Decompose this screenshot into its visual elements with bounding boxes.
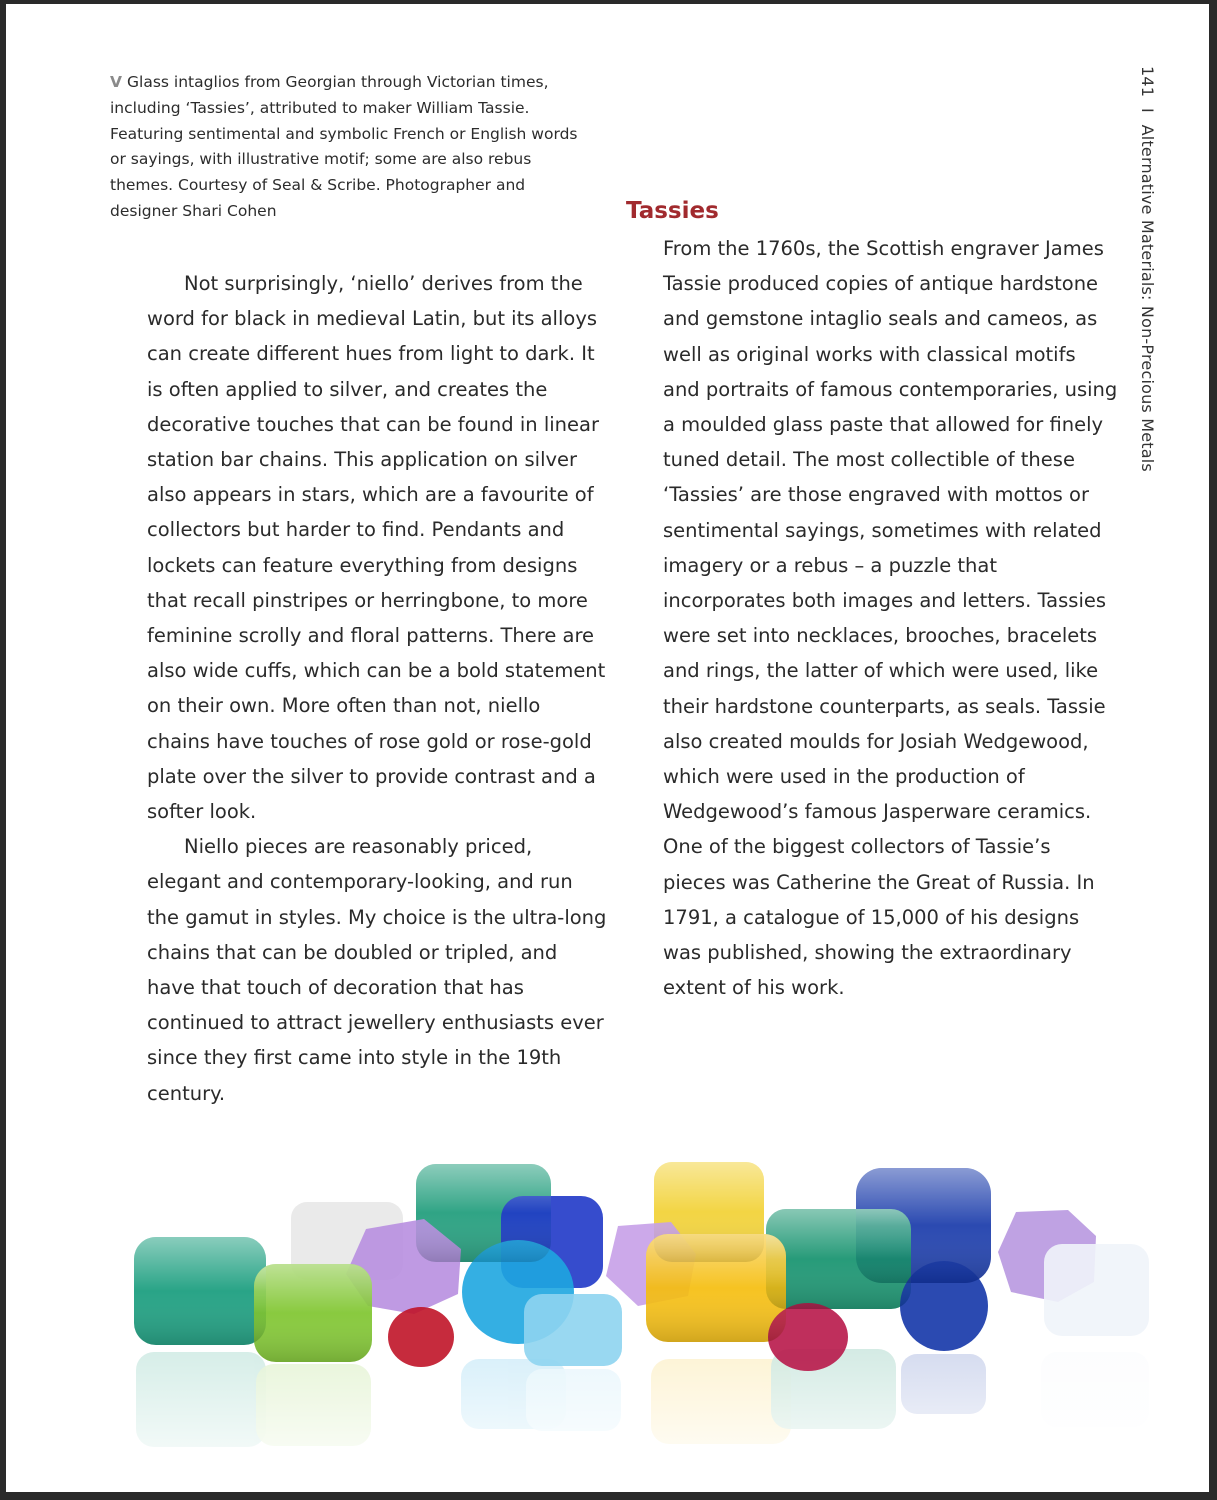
photo-caption — [110, 70, 585, 225]
caption-text: Glass intaglios from Georgian through Victorian times, including ‘Tassies’, attributed to maker William Tassie. Featuring sentimental and symbolic French or English words or sayings, with illustrative motif; some are also rebus themes. Courtesy of Seal & Scribe. Photographer and designer Shari Cohen — [110, 73, 578, 220]
chapter-title: Alternative Materials: Non-Precious Metals — [1138, 124, 1157, 472]
reflection-fade — [6, 1349, 1209, 1492]
book-page — [6, 4, 1209, 1492]
seal-highlight — [254, 1264, 372, 1362]
body-paragraph: Not surprisingly, ‘niello’ derives from the word for black in medieval Latin, but its alloys can create different hues from light to dark. It is often applied to silver, and creates the decorative touches that can be found in linear station bar chains. This application on silver also appears in stars, which are a favourite of collectors but harder to find. Pendants and lockets can feature everything from designs that recall pinstripes or herringbone, to more feminine scrolly and floral patterns. There are also wide cuffs, which can be a bold statement on their own. More often than not, niello chains have touches of rose gold or rose-gold plate over the silver to provide contrast and a softer look. — [147, 272, 606, 824]
seal-highlight — [646, 1234, 786, 1342]
left-column — [147, 266, 607, 1111]
caption-marker: V — [110, 73, 122, 91]
seal — [524, 1294, 622, 1366]
glass-intaglios-photo — [6, 1134, 1209, 1492]
running-head-separator: I — [1138, 108, 1157, 114]
seal — [388, 1307, 454, 1367]
right-column — [663, 231, 1118, 1005]
seal-highlight — [856, 1168, 991, 1283]
body-paragraph: Niello pieces are reasonably priced, elegant and contemporary-looking, and run the gamut in styles. My choice is the ultra-long chains that can be doubled or tripled, and have that touch of decoration that has continued to attract jewellery enthusiasts ever since they first came into style in the 19th century. — [147, 835, 607, 1105]
running-head — [1138, 66, 1157, 472]
seal-highlight — [416, 1164, 551, 1262]
section-body: From the 1760s, the Scottish engraver James Tassie produced copies of antique hardstone and gemstone intaglio seals and cameos, as well as original works with classical motifs and portraits of famous contemporaries, using a moulded glass paste that allowed for finely tuned detail. The most collectible of these ‘Tassies’ are those engraved with mottos or sentimental sayings, sometimes with related imagery or a rebus – a puzzle that incorporates both images and letters. Tassies were set into necklaces, brooches, bracelets and rings, the latter of which were used, like their hardstone counterparts, as seals. Tassie also created moulds for Josiah Wedgewood, which were used in the production of Wedgewood’s famous Jasperware ceramics. One of the biggest collectors of Tassie’s pieces was Catherine the Great of Russia. In 1791, a catalogue of 15,000 of his designs was published, showing the extraordinary extent of his work. — [663, 237, 1118, 1000]
section-heading: Tassies — [626, 198, 719, 224]
seal — [1044, 1244, 1149, 1336]
page-number: 141 — [1138, 66, 1157, 98]
seal-highlight — [134, 1237, 266, 1345]
